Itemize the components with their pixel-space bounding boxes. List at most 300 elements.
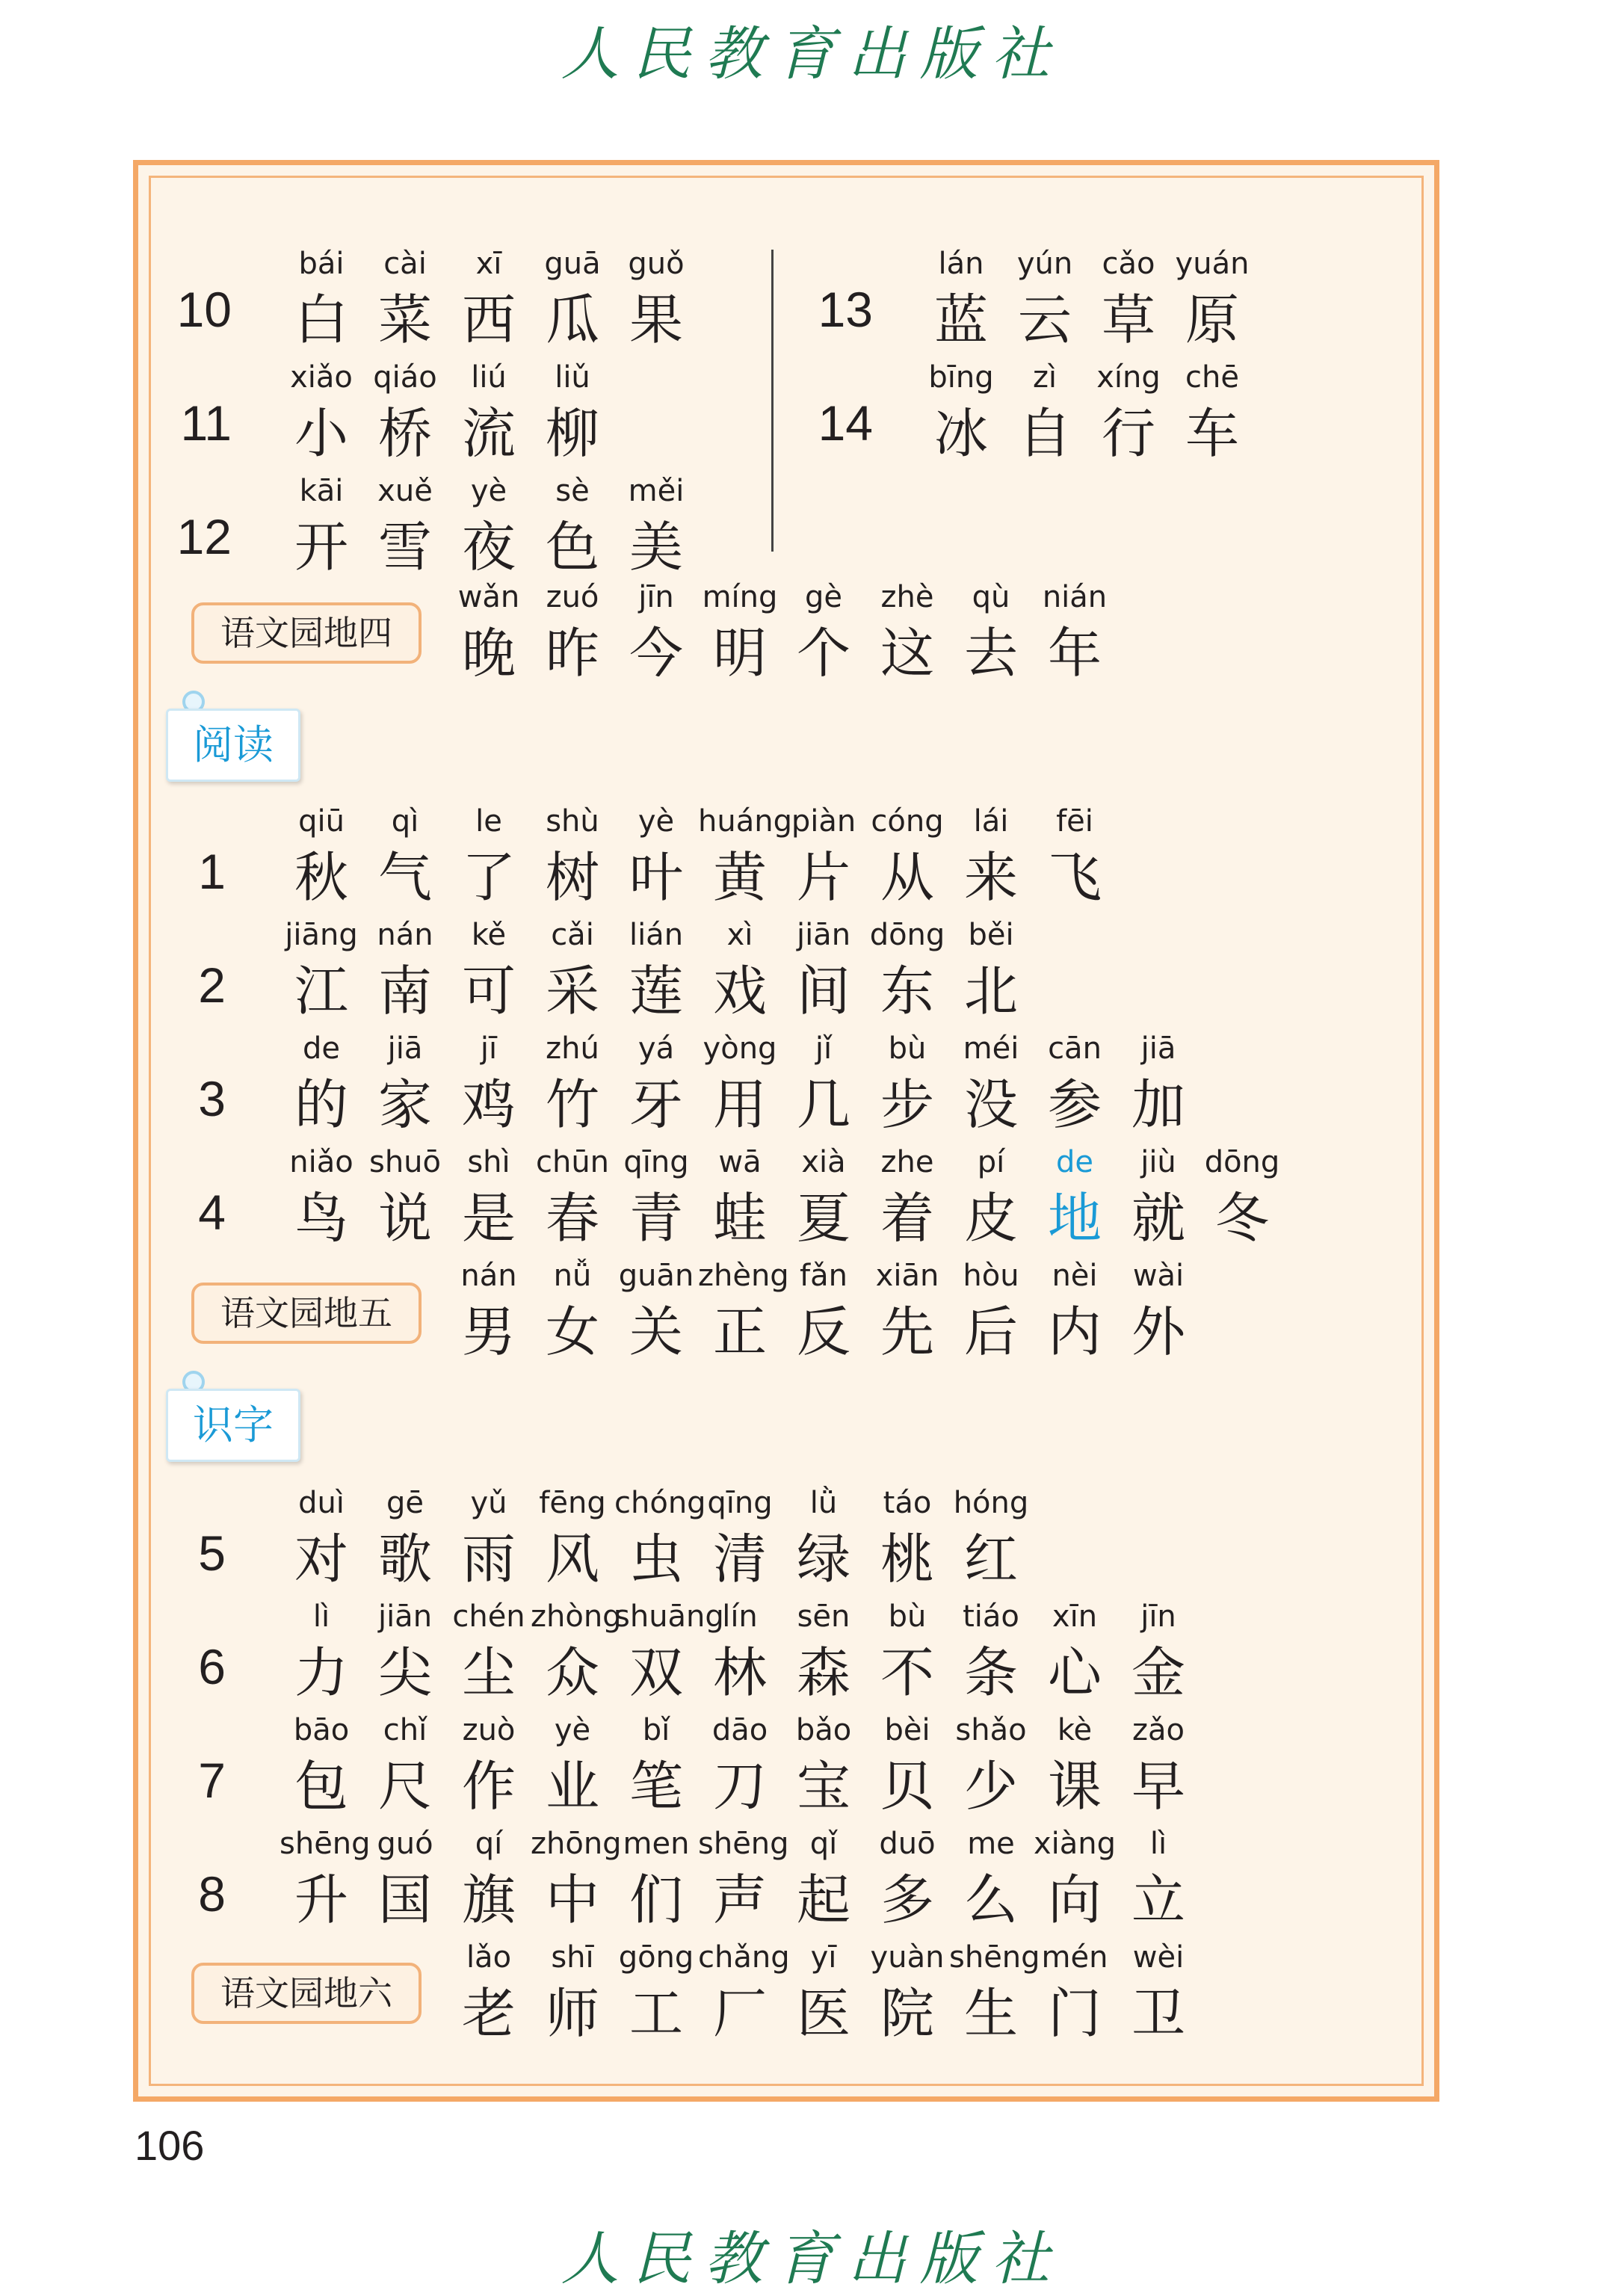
character-cell — [280, 1822, 371, 1934]
character-cell — [531, 913, 614, 1025]
pinyin: gē — [386, 1486, 424, 1520]
character-cell — [865, 575, 949, 688]
hanzi: 师 — [545, 1982, 599, 2045]
hanzi: 课 — [1047, 1755, 1102, 1818]
pinyin: jǐ — [815, 1031, 833, 1066]
pinyin: xī — [475, 247, 502, 281]
hanzi: 虫 — [629, 1528, 683, 1590]
hanzi: 卫 — [1131, 1982, 1185, 2045]
pinyin: liú — [471, 360, 507, 395]
pinyin: xià — [801, 1145, 846, 1179]
pinyin: zǎo — [1132, 1713, 1185, 1747]
hanzi: 桥 — [377, 402, 432, 465]
character-cell — [1087, 242, 1170, 354]
pinyin: qì — [391, 804, 419, 839]
pinyin: shēng — [698, 1827, 789, 1861]
hanzi: 开 — [294, 516, 348, 578]
hanzi: 尘 — [461, 1641, 516, 1704]
pinyin: de — [303, 1031, 340, 1066]
pinyin: sè — [555, 474, 590, 508]
character-cell — [1033, 1822, 1117, 1934]
character-cell — [280, 913, 363, 1025]
character-row — [447, 1254, 1200, 1366]
character-cell — [1170, 242, 1254, 354]
pinyin: lái — [973, 804, 1009, 839]
pinyin: qí — [475, 1827, 503, 1861]
pinyin: de — [1056, 1145, 1093, 1179]
hanzi: 后 — [963, 1300, 1018, 1363]
hanzi: 不 — [880, 1641, 934, 1704]
pinyin: jiā — [387, 1031, 423, 1066]
hanzi: 尺 — [377, 1755, 432, 1818]
hanzi: 就 — [1131, 1187, 1185, 1250]
hanzi: 刀 — [712, 1755, 767, 1818]
hanzi: 是 — [461, 1187, 516, 1250]
character-cell — [865, 913, 949, 1025]
character-cell — [614, 1936, 698, 2048]
pinyin: yá — [637, 1031, 675, 1066]
pinyin: lǜ — [809, 1486, 838, 1520]
pinyin: běi — [968, 918, 1014, 952]
character-cell — [1117, 1822, 1200, 1934]
character-cell — [1117, 1709, 1200, 1821]
character-cell — [531, 356, 614, 468]
hanzi: 西 — [461, 288, 516, 351]
pinyin: cān — [1048, 1031, 1102, 1066]
character-cell — [1117, 1027, 1200, 1139]
hanzi: 桃 — [880, 1528, 934, 1590]
hanzi: 贝 — [880, 1755, 934, 1818]
pinyin: liǔ — [555, 360, 590, 395]
pinyin: shī — [551, 1940, 594, 1975]
hanzi: 么 — [963, 1868, 1018, 1931]
hanzi: 原 — [1185, 288, 1239, 351]
character-cell — [949, 800, 1033, 912]
hanzi: 条 — [963, 1641, 1018, 1704]
character-row — [280, 1481, 1033, 1593]
character-cell — [698, 1822, 789, 1934]
character-cell — [949, 1595, 1033, 1707]
hanzi: 江 — [294, 960, 348, 1022]
character-cell — [447, 1709, 531, 1821]
character-cell — [531, 1481, 614, 1593]
pinyin: zhe — [880, 1145, 934, 1179]
hanzi: 老 — [461, 1982, 516, 2045]
character-cell — [363, 800, 447, 912]
hanzi: 国 — [377, 1868, 432, 1931]
pinyin: wā — [718, 1145, 762, 1179]
hanzi: 了 — [461, 846, 516, 909]
hanzi: 心 — [1047, 1641, 1102, 1704]
garden-label-4: 语文园地四 — [191, 602, 422, 664]
character-cell — [1033, 1027, 1117, 1139]
lesson-number: 13 — [818, 282, 873, 337]
character-cell — [1033, 800, 1117, 912]
character-cell — [280, 1709, 363, 1821]
character-cell — [949, 575, 1033, 688]
character-cell — [531, 242, 614, 354]
hanzi: 小 — [294, 402, 348, 465]
hanzi: 去 — [963, 622, 1018, 685]
character-cell — [1117, 1254, 1200, 1366]
character-cell — [949, 1822, 1033, 1934]
pinyin: méi — [963, 1031, 1019, 1066]
pinyin: jiā — [1140, 1031, 1176, 1066]
pinyin: xiǎo — [290, 360, 353, 395]
character-cell — [1200, 1141, 1284, 1253]
publisher-logo-top: 人民教育出版社 — [561, 21, 1063, 88]
pinyin: sēn — [797, 1599, 850, 1634]
character-cell — [531, 575, 614, 688]
hanzi: 今 — [629, 622, 683, 685]
hanzi: 清 — [712, 1528, 767, 1590]
pinyin: xiàng — [1033, 1827, 1117, 1861]
character-cell — [1033, 1141, 1117, 1253]
pinyin: qù — [972, 580, 1010, 614]
pinyin: gè — [805, 580, 842, 614]
character-row — [280, 800, 1117, 912]
lesson-number: 6 — [198, 1639, 226, 1694]
character-cell — [782, 913, 865, 1025]
hanzi: 蓝 — [933, 288, 988, 351]
hanzi: 北 — [963, 960, 1018, 1022]
character-cell — [363, 1822, 447, 1934]
hanzi: 白 — [294, 288, 348, 351]
column-divider — [771, 250, 774, 552]
pinyin: kāi — [299, 474, 344, 508]
character-cell — [782, 1936, 865, 2048]
character-cell — [363, 1595, 447, 1707]
pinyin: zhú — [546, 1031, 599, 1066]
pinyin: jīn — [1140, 1599, 1176, 1634]
hanzi: 声 — [712, 1868, 767, 1931]
hanzi: 加 — [1131, 1073, 1185, 1136]
character-cell — [280, 242, 363, 354]
hanzi: 厂 — [712, 1982, 767, 2045]
hanzi: 宝 — [796, 1755, 850, 1818]
lesson-number: 14 — [818, 395, 873, 451]
character-cell — [363, 1481, 447, 1593]
character-cell — [865, 1936, 949, 2048]
pinyin: nán — [460, 1259, 517, 1293]
character-row — [280, 1595, 1200, 1707]
character-cell — [949, 1709, 1033, 1821]
hanzi: 多 — [880, 1868, 934, 1931]
pinyin: cǎo — [1102, 247, 1155, 281]
pinyin: bèi — [884, 1713, 930, 1747]
hanzi: 的 — [294, 1073, 348, 1136]
pinyin: jīn — [638, 580, 674, 614]
pinyin: wài — [1132, 1259, 1185, 1293]
hanzi: 鸡 — [461, 1073, 516, 1136]
pinyin: zhòng — [531, 1599, 622, 1634]
pinyin: bù — [888, 1031, 927, 1066]
hanzi: 用 — [712, 1073, 767, 1136]
character-cell — [447, 1027, 531, 1139]
pinyin: hóng — [953, 1486, 1029, 1520]
character-row — [280, 1027, 1200, 1139]
character-cell — [698, 1141, 782, 1253]
pinyin: chǐ — [383, 1713, 427, 1747]
character-cell — [447, 575, 531, 688]
lesson-number: 4 — [198, 1185, 226, 1240]
garden-label-6: 语文园地六 — [191, 1963, 422, 2024]
character-cell — [698, 1254, 789, 1366]
hanzi: 莲 — [629, 960, 683, 1022]
character-cell — [531, 1709, 614, 1821]
pinyin: bǐ — [642, 1713, 670, 1747]
character-row — [919, 356, 1254, 468]
character-cell — [949, 1481, 1033, 1593]
character-cell — [447, 913, 531, 1025]
hanzi: 包 — [294, 1755, 348, 1818]
hanzi: 可 — [461, 960, 516, 1022]
character-cell — [363, 1709, 447, 1821]
hanzi: 旗 — [461, 1868, 516, 1931]
hanzi: 柳 — [545, 402, 599, 465]
character-cell — [698, 1481, 782, 1593]
pinyin: dāo — [711, 1713, 768, 1747]
character-cell — [1117, 1936, 1200, 2048]
pinyin: cǎi — [551, 918, 594, 952]
pinyin: yǔ — [470, 1486, 507, 1520]
character-cell — [363, 469, 447, 581]
pinyin: yè — [637, 804, 675, 839]
pinyin: yè — [470, 474, 507, 508]
hanzi: 夜 — [461, 516, 516, 578]
character-cell — [865, 1822, 949, 1934]
character-cell — [865, 1141, 949, 1253]
character-cell — [363, 242, 447, 354]
character-row — [280, 913, 1033, 1025]
pinyin: lián — [629, 918, 684, 952]
character-row — [280, 469, 698, 581]
pinyin: dōng — [869, 918, 945, 952]
hanzi: 美 — [629, 516, 683, 578]
hanzi: 立 — [1131, 1868, 1185, 1931]
hanzi: 春 — [545, 1187, 599, 1250]
character-cell — [919, 356, 1003, 468]
hanzi: 先 — [880, 1300, 934, 1363]
lesson-number: 8 — [198, 1866, 226, 1922]
hanzi: 早 — [1131, 1755, 1185, 1818]
hanzi: 戏 — [712, 960, 767, 1022]
pinyin: lán — [938, 247, 984, 281]
pinyin: míng — [702, 580, 778, 614]
pinyin: bīng — [928, 360, 994, 395]
pinyin: chē — [1185, 360, 1239, 395]
pinyin: guā — [544, 247, 601, 281]
pinyin: dōng — [1204, 1145, 1280, 1179]
pinyin: yuán — [1175, 247, 1250, 281]
lesson-number: 7 — [198, 1753, 226, 1808]
pinyin: cóng — [871, 804, 944, 839]
character-cell — [698, 1936, 790, 2048]
pinyin: xiān — [875, 1259, 939, 1293]
pinyin: pí — [977, 1145, 1005, 1179]
hanzi: 男 — [461, 1300, 516, 1363]
pinyin: chūn — [535, 1145, 610, 1179]
pinyin: shēng — [280, 1827, 371, 1861]
hanzi: 黄 — [712, 846, 767, 909]
pinyin: chén — [452, 1599, 525, 1634]
lesson-number: 12 — [176, 509, 232, 564]
pinyin: me — [967, 1827, 1015, 1861]
pinyin: wǎn — [457, 580, 520, 614]
hanzi: 升 — [294, 1868, 348, 1931]
hanzi: 笔 — [629, 1755, 683, 1818]
character-cell — [782, 575, 865, 688]
hanzi: 东 — [880, 960, 934, 1022]
hanzi: 秋 — [294, 846, 348, 909]
pinyin: jiān — [377, 1599, 433, 1634]
hanzi: 青 — [629, 1187, 683, 1250]
pinyin: huáng — [698, 804, 792, 839]
pinyin: qǐ — [809, 1827, 838, 1861]
hanzi: 歌 — [377, 1528, 432, 1590]
character-cell — [1033, 575, 1117, 688]
character-cell — [865, 1709, 949, 1821]
pinyin: kě — [471, 918, 507, 952]
hanzi: 云 — [1017, 288, 1072, 351]
hanzi: 冰 — [933, 402, 988, 465]
character-cell — [447, 356, 531, 468]
character-cell — [698, 1709, 782, 1821]
character-cell — [447, 469, 531, 581]
hanzi: 车 — [1185, 402, 1239, 465]
character-cell — [614, 1027, 698, 1139]
pinyin: lǎo — [466, 1940, 512, 1975]
pinyin: wèi — [1132, 1940, 1185, 1975]
pinyin: jī — [480, 1031, 498, 1066]
hanzi: 参 — [1047, 1073, 1102, 1136]
pinyin: cài — [383, 247, 427, 281]
pinyin: jiù — [1140, 1145, 1176, 1179]
character-row — [280, 242, 698, 354]
hanzi: 中 — [545, 1868, 599, 1931]
hanzi: 作 — [461, 1755, 516, 1818]
hanzi: 菜 — [377, 288, 432, 351]
hanzi: 业 — [545, 1755, 599, 1818]
hanzi: 冬 — [1214, 1187, 1269, 1250]
hanzi: 众 — [545, 1641, 599, 1704]
character-row — [280, 1709, 1200, 1821]
pinyin: shù — [546, 804, 599, 839]
pinyin: měi — [628, 474, 685, 508]
character-cell — [531, 1936, 614, 2048]
character-cell — [363, 356, 447, 468]
pinyin: lì — [1149, 1827, 1167, 1861]
hanzi: 着 — [880, 1187, 934, 1250]
pinyin: xuě — [377, 474, 433, 508]
hanzi: 树 — [545, 846, 599, 909]
pinyin: táo — [883, 1486, 932, 1520]
hanzi: 飞 — [1047, 846, 1102, 909]
pinyin: chóng — [614, 1486, 706, 1520]
hanzi: 色 — [545, 516, 599, 578]
character-cell — [614, 1822, 698, 1934]
character-cell — [1003, 356, 1087, 468]
character-cell — [782, 1141, 865, 1253]
lesson-number: 10 — [176, 282, 232, 337]
character-cell — [919, 242, 1003, 354]
pinyin: zì — [1032, 360, 1058, 395]
hanzi: 正 — [712, 1300, 767, 1363]
hanzi: 来 — [963, 846, 1018, 909]
character-cell — [447, 1481, 531, 1593]
character-cell — [531, 800, 614, 912]
character-row — [447, 575, 1117, 688]
pinyin: duō — [879, 1827, 936, 1861]
character-cell — [782, 1709, 865, 1821]
hanzi: 绿 — [796, 1528, 850, 1590]
section-reading: 阅读 — [166, 709, 300, 782]
hanzi: 门 — [1047, 1982, 1102, 2045]
character-cell — [1033, 1936, 1117, 2048]
pinyin: fǎn — [800, 1259, 847, 1293]
hanzi: 没 — [963, 1073, 1018, 1136]
character-cell — [614, 1595, 724, 1707]
pinyin: men — [623, 1827, 690, 1861]
hanzi: 医 — [796, 1982, 850, 2045]
character-cell — [698, 1027, 782, 1139]
character-cell — [280, 1481, 363, 1593]
pinyin: jiān — [796, 918, 851, 952]
character-cell — [949, 1141, 1033, 1253]
character-cell — [280, 1595, 363, 1707]
hanzi: 这 — [880, 622, 934, 685]
character-cell — [782, 1822, 865, 1934]
hanzi: 年 — [1047, 622, 1102, 685]
pinyin: shuāng — [614, 1599, 724, 1634]
lesson-number: 1 — [198, 844, 226, 899]
hanzi: 向 — [1047, 1868, 1102, 1931]
pinyin: gōng — [618, 1940, 694, 1975]
lesson-number: 3 — [198, 1071, 226, 1126]
lesson-number: 2 — [198, 957, 226, 1013]
page-number: 106 — [135, 2122, 205, 2169]
pinyin: lì — [312, 1599, 330, 1634]
pinyin: yòng — [703, 1031, 777, 1066]
pinyin: yún — [1016, 247, 1073, 281]
character-cell — [1117, 1595, 1200, 1707]
pinyin: bǎo — [795, 1713, 852, 1747]
character-cell — [698, 1595, 782, 1707]
character-cell — [531, 1822, 622, 1934]
hanzi: 外 — [1131, 1300, 1185, 1363]
hanzi: 雨 — [461, 1528, 516, 1590]
pinyin: fēng — [539, 1486, 606, 1520]
character-row — [280, 1822, 1200, 1934]
hanzi: 地 — [1047, 1187, 1102, 1250]
character-cell — [1003, 242, 1087, 354]
character-cell — [280, 356, 363, 468]
hanzi: 林 — [712, 1641, 767, 1704]
pinyin: xīn — [1052, 1599, 1098, 1634]
character-cell — [1117, 1141, 1200, 1253]
pinyin: zhōng — [531, 1827, 622, 1861]
pinyin: bù — [888, 1599, 927, 1634]
pinyin: fēi — [1056, 804, 1093, 839]
hanzi: 瓜 — [545, 288, 599, 351]
character-cell — [531, 1027, 614, 1139]
character-cell — [280, 1141, 363, 1253]
character-cell — [782, 800, 865, 912]
pinyin: yuàn — [870, 1940, 945, 1975]
character-cell — [614, 913, 698, 1025]
character-cell — [363, 913, 447, 1025]
pinyin: qīng — [707, 1486, 773, 1520]
